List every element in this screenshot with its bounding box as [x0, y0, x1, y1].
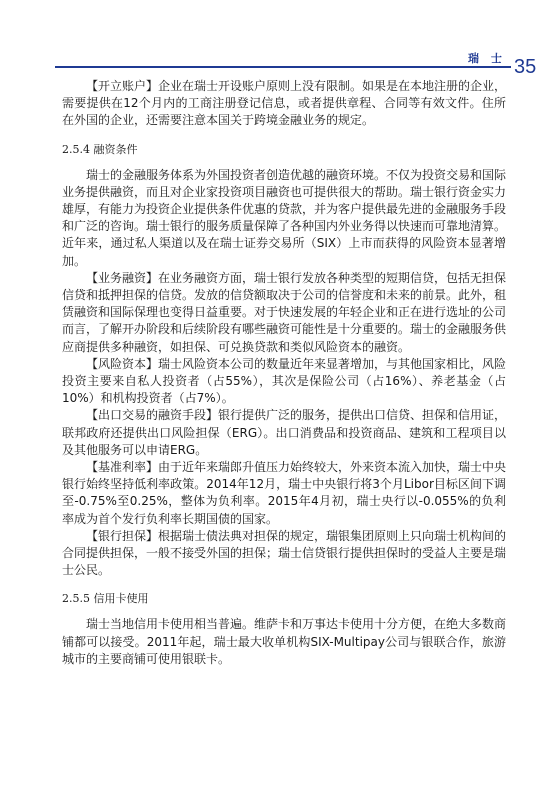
paragraph-credit-card: 瑞士当地信用卡使用相当普遍。维萨卡和万事达卡使用十分方便，在绝大多数商铺都可以接受。2011年起，瑞士最大收单机构SIX-Multipay公司与银联合作，旅游城市的主要商铺可使用银联卡。 — [62, 617, 507, 666]
page-number: 35 — [514, 56, 537, 78]
paragraph-bank-guarantee: 【银行担保】根据瑞士债法典对担保的规定，瑞银集团原则上只向瑞士机构间的合同提供担保，一般不接受外国的担保；瑞士信贷银行提供担保时的受益人主要是瑞士公民。 — [62, 528, 507, 578]
paragraph-venture-capital: 【风险资本】瑞士风险资本公司的数量近年来显著增加，与其他国家相比，风险投资主要来自私人投资者（占55%），其次是保险公司（占16%）、养老基金（占10%）和机构投资者（占7%）。 — [62, 356, 507, 406]
paragraph-export-financing: 【出口交易的融资手段】银行提供广泛的服务，提供出口信贷、担保和信用证，联邦政府还提供出口风险担保（ERG）。出口消费品和投资商品、建筑和工程项目以及其他服务可以申请ERG。 — [62, 408, 507, 457]
paragraph-open-account: 【开立账户】企业在瑞士开设账户原则上没有限制。如果是在本地注册的企业，需要提供在12个月内的工商注册登记信息，或者提供章程、合同等有效文件。住所在外国的企业，还需要注意本国关于跨境金融业务的规定。 — [62, 79, 507, 128]
section-heading-credit-card: 2.5.5 信用卡使用 — [62, 592, 149, 606]
page-body — [62, 78, 506, 668]
header-rule — [55, 66, 511, 68]
paragraph-base-rate: 【基准利率】由于近年来瑞郎升值压力始终较大，外来资本流入加快，瑞士中央银行始终坚持低利率政策。2014年12月，瑞士中央银行将3个月Libor目标区间下调至-0.75%至0.25%，整体为负利率。2015年4月初，瑞士央行以-0.055%的负利率成为首个发行负利率长期国债的国家。 — [62, 460, 507, 526]
running-header-title: 瑞 士 — [468, 52, 506, 65]
paragraph-financing-intro: 瑞士的金融服务体系为外国投资者创造优越的融资环境。不仅为投资交易和国际业务提供融资，而且对企业家投资项目融资也可提供很大的帮助。瑞士银行资金实力雄厚，有能力为投资企业提供条件优惠的贷款，并为客户提供最先进的金融服务手段和广泛的咨询。瑞士银行的服务质量保障了各种国内外业务得以快速而可靠地清算。近年来，通过私人渠道以及在瑞士证券交易所（SIX）上市而获得的风险资本显著增加。 — [62, 167, 507, 268]
section-heading-financing: 2.5.4 融资条件 — [62, 142, 138, 156]
paragraph-business-financing: 【业务融资】在业务融资方面，瑞士银行发放各种类型的短期信贷，包括无担保信贷和抵押担保的信贷。发放的信贷额取决于公司的信誉度和未来的前景。此外，租赁融资和国际保理也变得日益重要。对于快速发展的年轻企业和正在进行选址的公司而言，了解开办阶段和后续阶段有哪些融资可能性是十分重要的。瑞士的金融服务供应商提供多种融资，如担保、可兑换贷款和类似风险资本的融资。 — [62, 270, 507, 354]
